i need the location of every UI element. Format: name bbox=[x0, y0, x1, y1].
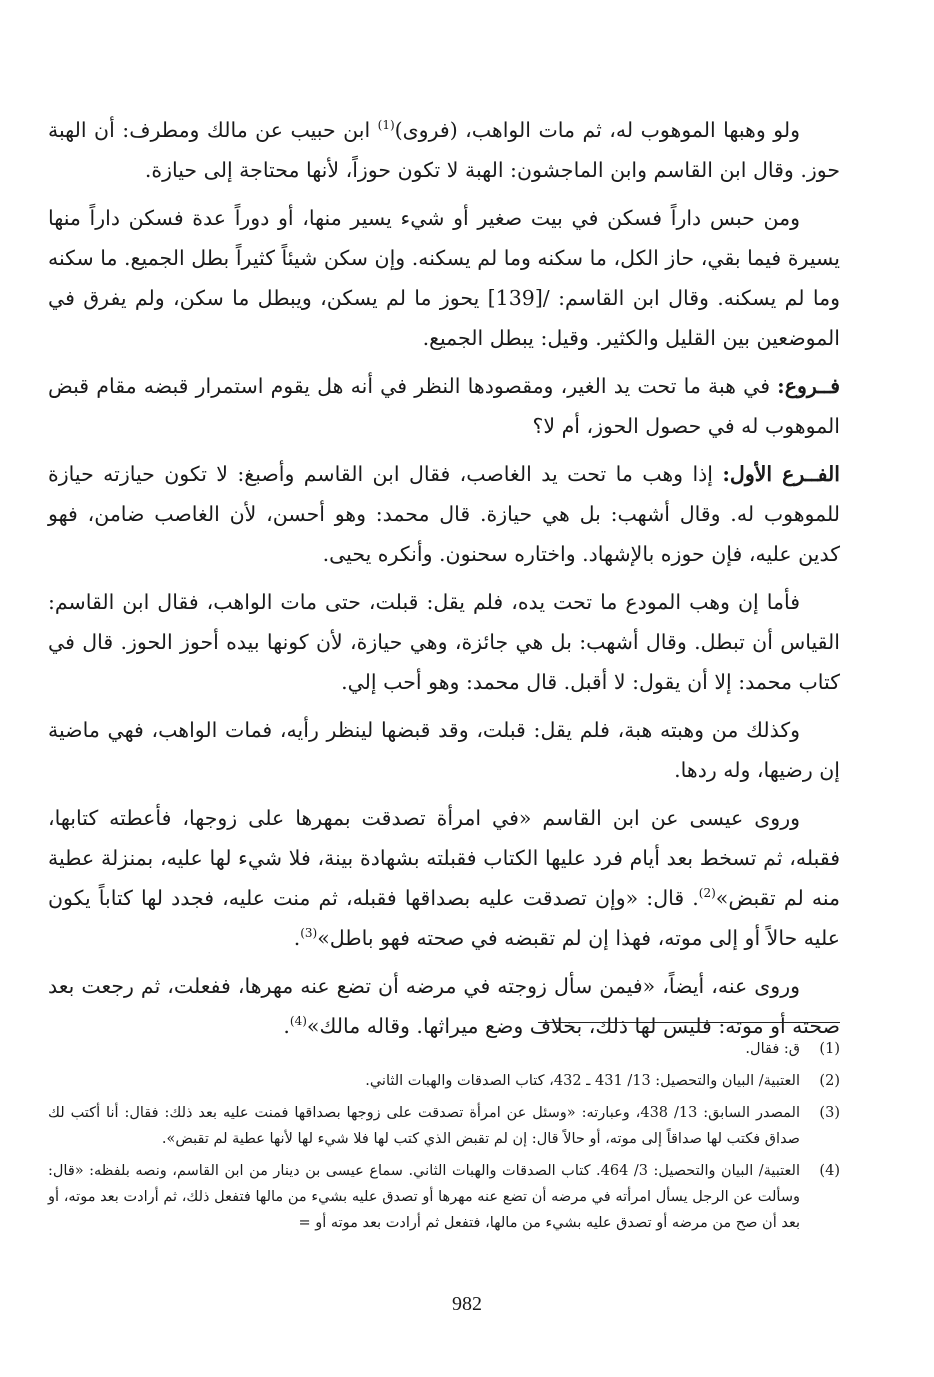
footnote-separator bbox=[538, 1022, 840, 1023]
section-heading-furu: فــروع: bbox=[777, 374, 840, 398]
footnote-number: (2) bbox=[819, 1073, 840, 1089]
page-number: 982 bbox=[452, 1293, 482, 1315]
footnote-text: ق: فقال. bbox=[745, 1041, 800, 1057]
footnote-2 bbox=[48, 1068, 840, 1094]
paragraph-5: فأما إن وهب المودع ما تحت يده، فلم يقل: قبلت، حتى مات الواهب، فقال ابن القاسم: القياس أن تبطل. وقال أشهب: بل هي جائزة، وهي حيازة، لأن كونها بيده أحوز الحوز. قال في كتاب محمد: إلا أن يقول: لا أقبل. قال محمد: وهو أحب إلي. bbox=[48, 590, 840, 694]
main-text bbox=[48, 110, 840, 1054]
footnote-ref-3[interactable]: (3) bbox=[300, 926, 318, 941]
paragraph-4: الفــرع الأول: إذا وهب ما تحت يد الغاصب، فقال ابن القاسم وأصبغ: لا تكون حيازته حيازة للموهوب له. وقال أشهب: بل هي حيازة. قال محمد: وهو أحسن، لأن الغاصب ضامن، فهو كدين عليه، فإن حوزه بالإشهاد. واختاره سحنون. وأنكره يحيى. bbox=[48, 462, 840, 566]
paragraph-3: فــروع: في هبة ما تحت يد الغير، ومقصودها النظر في أنه هل يقوم استمرار قبضه مقام قبض الموهوب له في حصول الحوز، أم لا؟ bbox=[48, 374, 840, 438]
footnote-ref-1[interactable]: (1) bbox=[377, 118, 395, 133]
footnote-ref-4[interactable]: (4) bbox=[289, 1014, 307, 1029]
footnote-3 bbox=[48, 1100, 840, 1152]
footnote-1 bbox=[48, 1036, 840, 1062]
section-heading-first-branch: الفــرع الأول: bbox=[722, 462, 840, 486]
footnote-number: (3) bbox=[819, 1105, 840, 1121]
footnote-number: (4) bbox=[819, 1163, 840, 1179]
footnote-text: العتبية/ البيان والتحصيل: 13/ 431 ـ 432، كتاب الصدقات والهبات الثاني. bbox=[365, 1073, 800, 1089]
footnote-text: العتبية/ البيان والتحصيل: 3/ 464. كتاب الصدقات والهبات الثاني. سماع عيسى بن دينار من ابن القاسم، ونصه بلفظه: «قال: وسألت عن الرجل يسأل امرأته في مرضه أن تضع عنه مهرها أو تصدق عليه بشيء من مالها فتفعل ذلك، ثم أرادت بعد موته، أو بعد أن صح من مرضه أو تصدق عليه بشيء من مالها، فتفعل ثم أرادت بعد موته أو = bbox=[48, 1163, 800, 1231]
footnote-4 bbox=[48, 1158, 840, 1236]
paragraph-8: وروى عنه، أيضاً، «فيمن سأل زوجته في مرضه أن تضع عنه مهرها، ففعلت، ثم رجعت بعد صحته أو موته: فليس لها ذلك، بخلاف وضع ميراثها. وقاله مالك»$^{(4)}$. bbox=[48, 974, 840, 1038]
paragraph-7: وروى عيسى عن ابن القاسم «في امرأة تصدقت بمهرها على زوجها، فأعطته كتابها، فقبله، ثم تسخط بعد أيام فرد عليها الكتاب فقبلته بشهادة بينة، فلا شيء لها عليه، بمنزلة عطية منه لم تقبض»$^{(2)}$. قال: «وإن تصدقت عليه بصداقها فقبله، ثم منت عليه، فجدد لها كتاباً يكون عليه حالاً أو إلى موته، فهذا إن لم تقبضه في صحته فهو باطل»$^{(3)}$. bbox=[48, 806, 840, 950]
footnotes bbox=[48, 1036, 840, 1242]
paragraph-2: ومن حبس داراً فسكن في بيت صغير أو شيء يسير منها، أو دوراً عدة فسكن داراً منها يسيرة فيما بقي، حاز الكل، ما سكنه وما لم يسكنه. وإن سكن شيئاً كثيراً بطل الجميع. ما سكنه وما لم يسكنه. وقال ابن القاسم: /[139] يحوز ما لم يسكن، ويبطل ما سكن، ولم يفرق في الموضعين بين القليل والكثير. وقيل: يبطل الجميع. bbox=[48, 206, 840, 350]
paragraph-1: ولو وهبها الموهوب له، ثم مات الواهب، (فروى)$^{(1)}$ ابن حبيب عن مالك ومطرف: أن الهبة حوز. وقال ابن القاسم وابن الماجشون: الهبة لا تكون حوزاً، لأنها محتاجة إلى حيازة. bbox=[48, 118, 840, 182]
footnote-text: المصدر السابق: 13/ 438، وعبارته: «وسئل عن امرأة تصدقت على زوجها بصداقها فمنت عليه بعد ذلك: فقال: أنا أكتب لك صداق فكتب لها صداقاً إلى موته، أو حالاً قال: إن لم تقبض الذي كتب لها فلا شيء لها لأنها عطية لم تقبض». bbox=[48, 1105, 800, 1147]
paragraph-6: وكذلك من وهبته هبة، فلم يقل: قبلت، وقد قبضها لينظر رأيه، فمات الواهب، فهي ماضية إن رضيها، وله ردها. bbox=[48, 718, 840, 782]
footnote-ref-2[interactable]: (2) bbox=[698, 886, 716, 901]
footnote-number: (1) bbox=[819, 1041, 840, 1057]
